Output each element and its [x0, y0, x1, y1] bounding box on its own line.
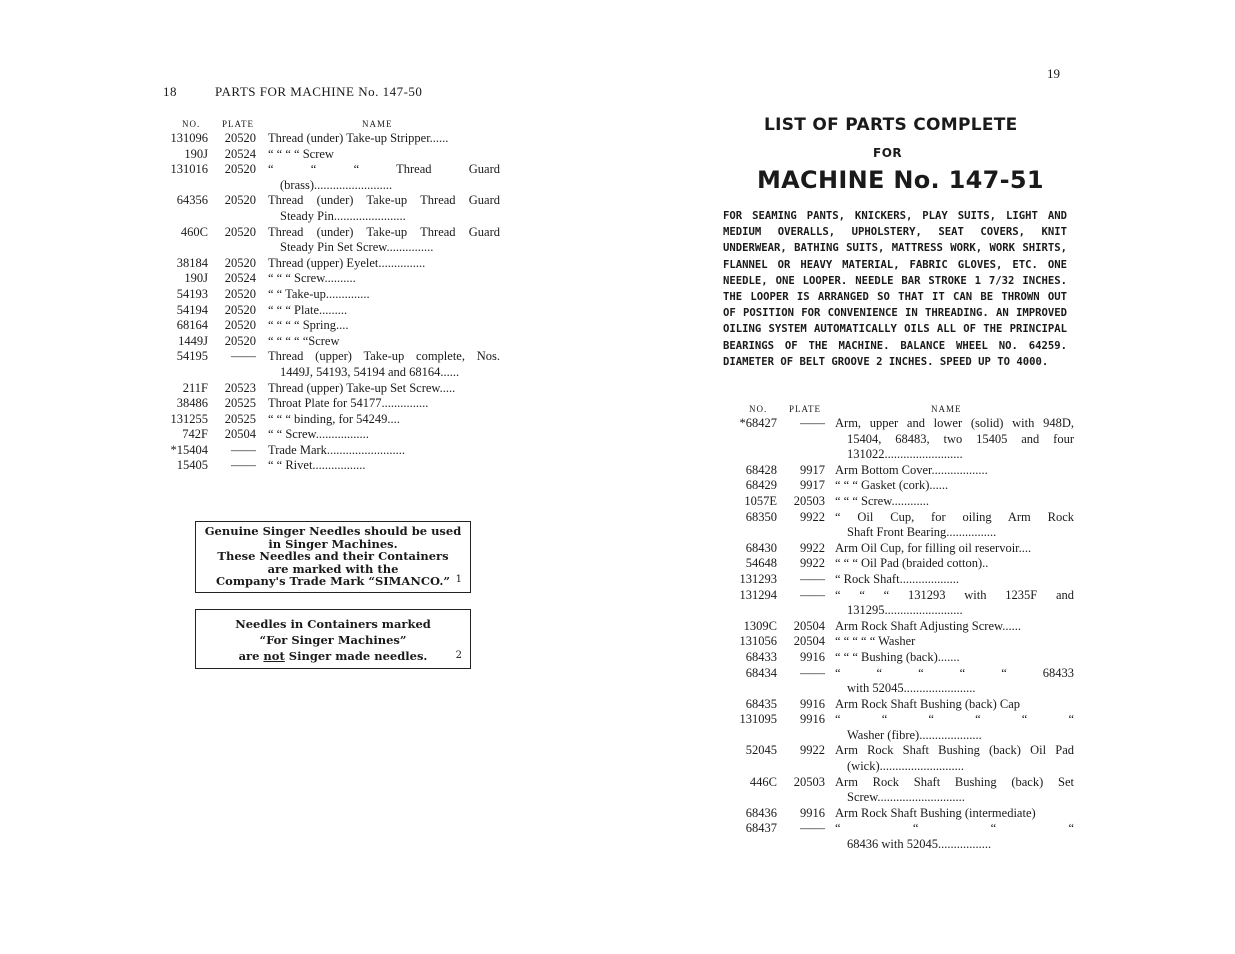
table-row — [150, 412, 500, 428]
part-name: Thread (under) Take-up Thread Guard — [268, 224, 500, 239]
column-headers — [729, 402, 1074, 416]
table-row — [729, 572, 1074, 588]
plate-number: —— — [231, 442, 256, 457]
part-name: “ “ “ “ “ “ — [835, 712, 1074, 727]
part-name: Steady Pin....................... — [280, 208, 406, 223]
part-name: 15404, 68483, two 15405 and four — [847, 431, 1074, 446]
part-name: (brass)......................... — [280, 177, 393, 192]
part-number: 52045 — [745, 743, 777, 758]
part-number: 38486 — [176, 396, 208, 411]
plate-number: —— — [800, 571, 825, 586]
plate-number: —— — [800, 665, 825, 680]
part-name: Arm, upper and lower (solid) with 948D, — [835, 416, 1074, 430]
table-row — [150, 271, 500, 287]
column-header-no: NO. — [749, 404, 768, 414]
part-number: 68433 — [745, 649, 777, 664]
plate-number: 20503 — [793, 493, 825, 508]
plate-number: 20503 — [793, 774, 825, 789]
table-row — [150, 240, 500, 256]
part-name: “ “ “ “ “ Washer — [835, 634, 916, 649]
part-number: 1449J — [178, 333, 208, 348]
part-name: “ “ “ Gasket (cork)...... — [835, 478, 949, 493]
table-row — [150, 318, 500, 334]
part-number: 131255 — [170, 411, 208, 426]
plate-number: 20524 — [224, 271, 256, 286]
title-list-of-parts: LIST OF PARTS COMPLETE — [764, 115, 1018, 135]
notice-line: These Needles and their Containers — [217, 549, 449, 563]
part-name: 1449J, 54193, 54194 and 68164...... — [280, 364, 460, 379]
part-name: “ “ “ “ “Screw — [268, 333, 340, 348]
part-name: with 52045....................... — [847, 681, 976, 696]
part-number: 38184 — [176, 255, 208, 270]
table-row — [729, 697, 1074, 713]
table-row — [729, 541, 1074, 557]
part-number: 211F — [182, 380, 208, 395]
part-name: Arm Rock Shaft Bushing (intermediate) — [835, 805, 1036, 820]
table-row — [729, 775, 1074, 791]
plate-number: —— — [800, 587, 825, 602]
part-name: Shaft Front Bearing................ — [847, 525, 997, 540]
left-page — [0, 0, 617, 954]
notice-line: Company's Trade Mark “SIMANCO.” — [216, 574, 450, 588]
part-name: Steady Pin Set Screw............... — [280, 240, 434, 255]
machine-description: FOR SEAMING PANTS, KNICKERS, PLAY SUITS, LIGHT AND MEDIUM OVERALLS, UPHOLSTERY, SEAT COVERS, KNIT UNDERWEAR, BATHING SUITS, MATTRESS WORK, WORK SHIRTS, FLANNEL OR HEAVY MATERIAL, FABRIC GLOVES, ETC. ONE NEEDLE, ONE LOOPER. NEEDLE BAR STROKE 1 7/32 INCHES. THE LOOPER IS ARRANGED SO THAT IT CAN BE THROWN OUT OF POSITION FOR CONVENIENCE IN THREADING. AN IMPROVED OILING SYSTEM AUTOMATICALLY OILS ALL OF THE PRINCIPAL BEARINGS OF THE MACHINE. BALANCE WHEEL NO. 64259. DIAMETER OF BELT GROOVE 2 INCHES. SPEED UP TO 4000. — [723, 210, 1067, 368]
title-for: FOR — [873, 146, 903, 160]
table-row — [150, 209, 500, 225]
part-name: “ “ “ binding, for 54249.... — [268, 411, 400, 426]
plate-number: 20520 — [224, 333, 256, 348]
part-name: Arm Rock Shaft Adjusting Screw...... — [835, 618, 1021, 633]
title-machine: MACHINE No. 147-51 — [757, 166, 1044, 194]
part-number: *68427 — [739, 416, 777, 430]
table-row — [150, 303, 500, 319]
part-name: “ Oil Cup, for oiling Arm Rock — [835, 509, 1074, 524]
part-name: Washer (fibre).................... — [847, 727, 982, 742]
plate-number: 9922 — [800, 556, 825, 571]
part-name: Throat Plate for 54177............... — [268, 396, 429, 411]
part-name: Thread (upper) Take-up Set Screw..... — [268, 380, 456, 395]
part-number: 460C — [180, 224, 208, 239]
table-row — [729, 510, 1074, 526]
table-row — [150, 162, 500, 178]
plate-number: 20520 — [224, 193, 256, 208]
plate-number: 20520 — [224, 224, 256, 239]
plate-number: 20524 — [224, 146, 256, 161]
column-header-no: NO. — [182, 119, 201, 129]
part-number: 131056 — [739, 634, 777, 649]
part-number: 190J — [184, 146, 208, 161]
plate-number: 9922 — [800, 743, 825, 758]
part-number: 742F — [182, 427, 208, 442]
parts-table — [729, 402, 1074, 853]
table-row — [729, 588, 1074, 604]
table-row — [729, 619, 1074, 635]
part-name: Thread (upper) Eyelet............... — [268, 255, 426, 270]
table-row — [729, 712, 1074, 728]
table-row — [729, 666, 1074, 682]
part-number: 68436 — [745, 805, 777, 820]
part-number: 68429 — [745, 478, 777, 493]
part-name: “ “ “ Oil Pad (braided cotton).. — [835, 556, 989, 571]
table-row — [729, 416, 1074, 432]
part-number: 131016 — [170, 162, 208, 177]
part-number: 54193 — [176, 286, 208, 301]
part-name: Arm Oil Cup, for filling oil reservoir.... — [835, 540, 1032, 555]
table-row — [150, 334, 500, 350]
part-name: Arm Rock Shaft Bushing (back) Oil Pad — [835, 743, 1074, 758]
table-row — [150, 193, 500, 209]
table-row — [729, 634, 1074, 650]
part-number: 1309C — [743, 618, 777, 633]
part-name: “ “ “ Screw............ — [835, 493, 929, 508]
part-name: “ “ “ “ Screw — [268, 146, 334, 161]
notice-line: in Singer Machines. — [268, 536, 398, 551]
table-row — [150, 147, 500, 163]
plate-number: 9917 — [800, 462, 825, 477]
notice-line: are marked with the — [267, 561, 399, 576]
table-row — [729, 525, 1074, 541]
part-name: “ “ “ Plate......... — [268, 302, 348, 317]
plate-number: 20520 — [224, 318, 256, 333]
column-header-plate: PLATE — [789, 404, 821, 414]
notice-footnote: 1 — [455, 574, 462, 585]
table-row — [150, 178, 500, 194]
table-row — [150, 349, 500, 365]
part-name: 131295......................... — [847, 603, 963, 618]
notice-line: Genuine Singer Needles should be used — [204, 524, 462, 538]
part-number: *15404 — [170, 442, 208, 457]
part-name: “ “ “ Bushing (back)....... — [835, 649, 960, 664]
table-row — [150, 458, 500, 474]
part-name: “ “ Rivet................. — [268, 458, 366, 473]
part-name: “ “ “ “ — [835, 821, 1074, 836]
plate-number: 20520 — [224, 255, 256, 270]
notice-line: Needles in Containers marked — [235, 617, 431, 631]
plate-number: —— — [231, 458, 256, 473]
table-row — [729, 447, 1074, 463]
plate-number: 20504 — [793, 634, 825, 649]
table-row — [729, 432, 1074, 448]
table-row — [729, 743, 1074, 759]
table-row — [150, 427, 500, 443]
part-name: 131022......................... — [847, 447, 963, 462]
part-name: “ “ “ “ “ 68433 — [835, 665, 1074, 680]
plate-number: —— — [800, 416, 825, 430]
part-number: 190J — [184, 271, 208, 286]
table-row — [729, 806, 1074, 822]
table-row — [729, 728, 1074, 744]
genuine-needles-notice — [195, 521, 471, 593]
part-name: Trade Mark......................... — [268, 442, 406, 457]
part-number: 131294 — [739, 587, 777, 602]
table-row — [729, 790, 1074, 806]
part-number: 131095 — [739, 712, 777, 727]
table-row — [150, 287, 500, 303]
plate-number: 20523 — [224, 380, 256, 395]
plate-number: 20525 — [224, 411, 256, 426]
part-name: 68436 with 52045................. — [847, 837, 992, 852]
column-headers — [150, 117, 500, 131]
page-number: 18 — [163, 84, 177, 99]
part-name: “ “ Screw................. — [268, 427, 369, 442]
table-row — [150, 396, 500, 412]
part-number: 68434 — [745, 665, 777, 680]
part-name: Thread (upper) Take-up complete, Nos. — [268, 349, 500, 364]
plate-number: 9916 — [800, 696, 825, 711]
part-number: 68430 — [745, 540, 777, 555]
part-name: “ Rock Shaft................... — [835, 571, 959, 586]
part-number: 54194 — [176, 302, 208, 317]
table-row — [729, 681, 1074, 697]
plate-number: 9922 — [800, 509, 825, 524]
containers-notice — [195, 609, 471, 669]
plate-number: 20520 — [224, 162, 256, 177]
table-row — [729, 650, 1074, 666]
table-row — [729, 759, 1074, 775]
part-name: Thread (under) Take-up Thread Guard — [268, 193, 500, 208]
plate-number: —— — [800, 821, 825, 836]
part-name: Screw............................ — [847, 790, 965, 805]
table-row — [729, 603, 1074, 619]
plate-number: —— — [231, 349, 256, 364]
notice-line: “For Singer Machines” — [259, 633, 407, 647]
part-name: “ “ “ Screw.......... — [268, 271, 356, 286]
table-row — [729, 478, 1074, 494]
part-number: 68435 — [745, 696, 777, 711]
part-name: “ “ Take-up.............. — [268, 286, 370, 301]
part-number: 68428 — [745, 462, 777, 477]
notice-word-not: not — [263, 649, 285, 663]
plate-number: 9916 — [800, 649, 825, 664]
table-row — [150, 365, 500, 381]
part-number: 68350 — [745, 509, 777, 524]
column-header-name: NAME — [362, 119, 393, 129]
notice-word: Singer made needles. — [288, 649, 428, 663]
plate-number: 20504 — [224, 427, 256, 442]
plate-number: 20520 — [224, 286, 256, 301]
table-row — [729, 821, 1074, 837]
part-name: “ “ “ 131293 with 1235F and — [835, 587, 1074, 602]
table-row — [150, 131, 500, 147]
table-row — [150, 443, 500, 459]
part-name: “ “ “ Thread Guard — [268, 162, 500, 177]
plate-number: 20525 — [224, 396, 256, 411]
part-name: “ “ “ “ Spring.... — [268, 318, 349, 333]
plate-number: 20520 — [224, 131, 256, 145]
part-number: 54195 — [176, 349, 208, 364]
part-number: 446C — [749, 774, 777, 789]
part-number: 64356 — [176, 193, 208, 208]
plate-number: 9916 — [800, 712, 825, 727]
notice-line — [196, 648, 470, 664]
part-number: 54648 — [745, 556, 777, 571]
table-row — [729, 837, 1074, 853]
part-name: Arm Bottom Cover.................. — [835, 462, 988, 477]
page-number: 19 — [1047, 66, 1060, 81]
plate-number: 9922 — [800, 540, 825, 555]
running-head — [163, 84, 422, 100]
running-title: PARTS FOR MACHINE No. 147-50 — [215, 84, 423, 99]
table-row — [150, 256, 500, 272]
notice-footnote: 2 — [455, 650, 462, 661]
part-number: 131293 — [739, 571, 777, 586]
plate-number: 9916 — [800, 805, 825, 820]
parts-table — [150, 117, 500, 474]
part-name: (wick)........................... — [847, 759, 964, 774]
plate-number: 20520 — [224, 302, 256, 317]
table-row — [729, 494, 1074, 510]
table-row — [729, 556, 1074, 572]
right-page — [617, 0, 1235, 954]
part-name: Arm Rock Shaft Bushing (back) Cap — [835, 696, 1021, 711]
part-number: 68437 — [745, 821, 777, 836]
column-header-plate: PLATE — [222, 119, 254, 129]
plate-number: 20504 — [793, 618, 825, 633]
part-number: 131096 — [170, 131, 208, 145]
table-row — [150, 381, 500, 397]
part-name: Arm Rock Shaft Bushing (back) Set — [835, 774, 1074, 789]
column-header-name: NAME — [931, 404, 962, 414]
plate-number: 9917 — [800, 478, 825, 493]
notice-word: are — [238, 649, 260, 663]
table-row — [729, 463, 1074, 479]
part-number: 68164 — [176, 318, 208, 333]
part-number: 1057E — [744, 493, 777, 508]
part-number: 15405 — [176, 458, 208, 473]
table-row — [150, 225, 500, 241]
part-name: Thread (under) Take-up Stripper...... — [268, 131, 449, 145]
